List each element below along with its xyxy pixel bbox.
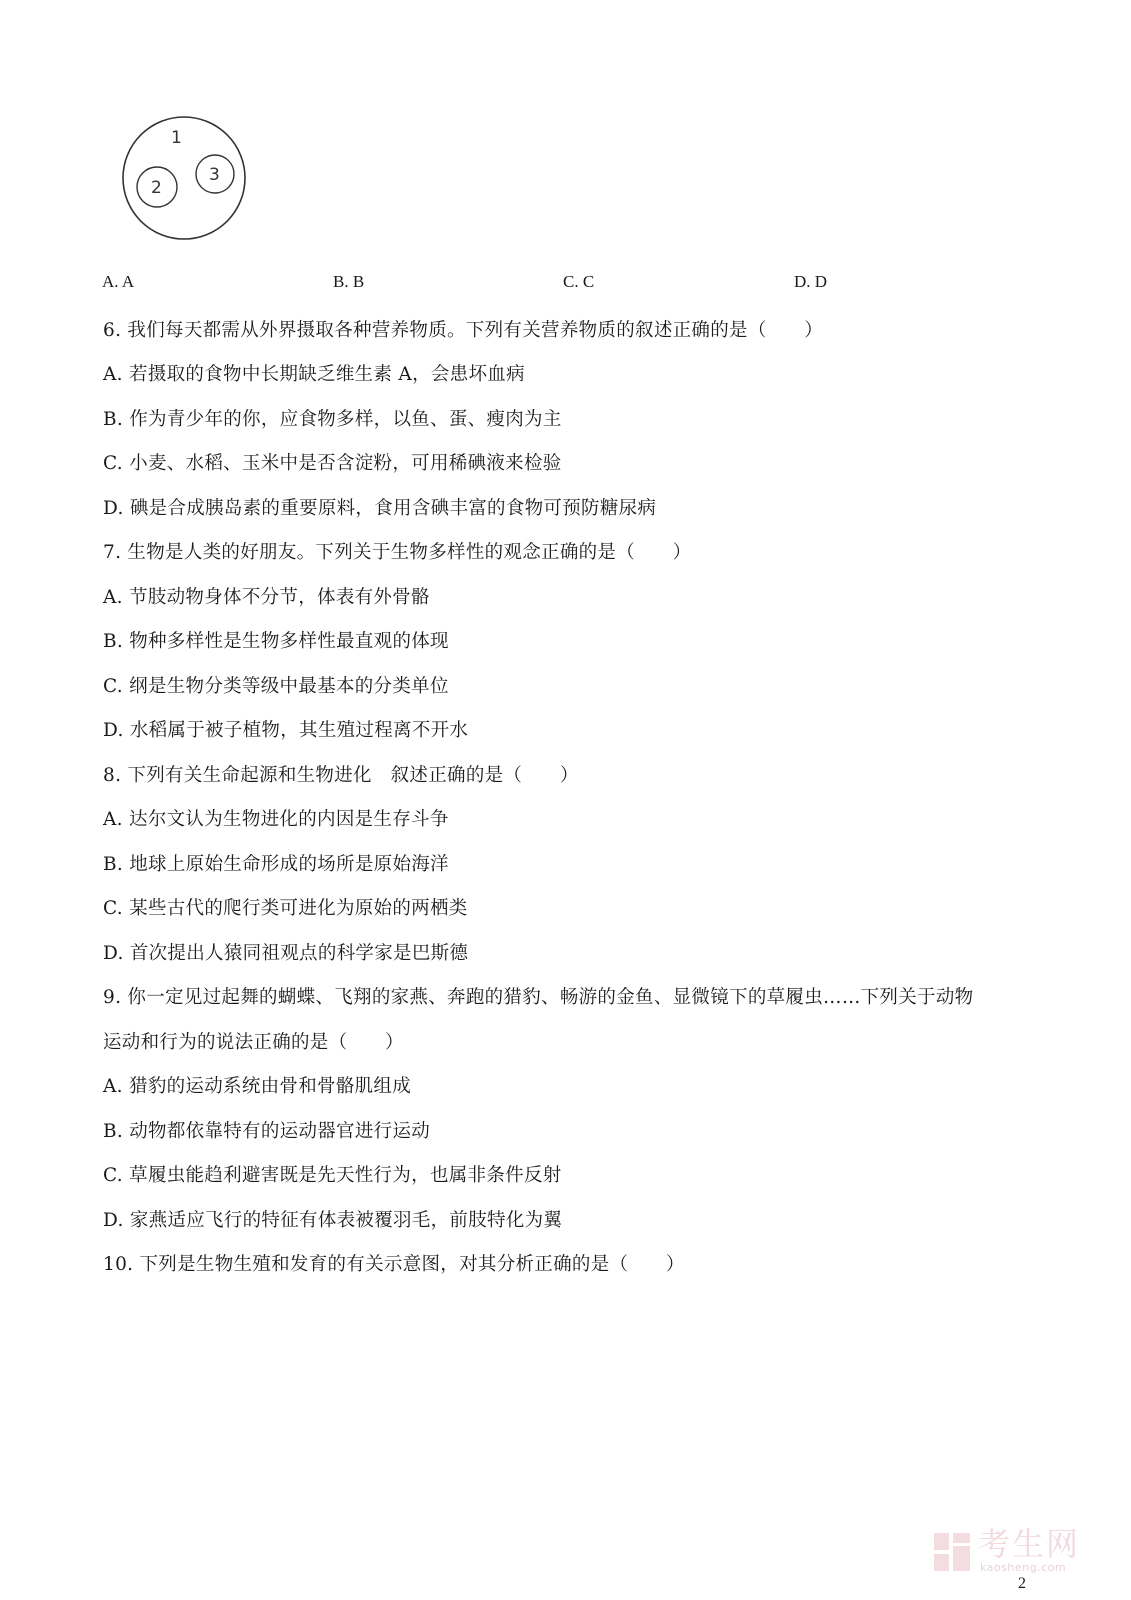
question-7-stem: 7. 生物是人类的好朋友。下列关于生物多样性的观念正确的是（ ） [103,542,692,563]
label-3: 3 [209,165,220,185]
watermark-text: 考生网 [978,1525,1081,1563]
question-7-option-d: D. 水稻属于被子植物，其生殖过程离不开水 [103,720,469,741]
question-6-option-b: B. 作为青少年的你，应食物多样，以鱼、蛋、瘦肉为主 [103,409,562,430]
question-6-stem: 6. 我们每天都需从外界摄取各种营养物质。下列有关营养物质的叙述正确的是（ ） [103,320,824,341]
question-6-option-c: C. 小麦、水稻、玉米中是否含淀粉，可用稀碘液来检验 [103,453,562,474]
question-6-option-a: A. 若摄取的食物中长期缺乏维生素 A，会患坏血病 [103,364,525,385]
question-5-options [0,272,1131,298]
circle-diagram [118,112,250,244]
question-7-option-b: B. 物种多样性是生物多样性最直观的体现 [103,631,449,652]
question-6-option-d: D. 碘是合成胰岛素的重要原料，食用含碘丰富的食物可预防糖尿病 [103,498,657,519]
question-10-stem: 10. 下列是生物生殖和发育的有关示意图，对其分析正确的是（ ） [103,1254,685,1275]
question-9-option-d: D. 家燕适应飞行的特征有体表被覆羽毛，前肢特化为翼 [103,1210,563,1231]
option-b: B. B [333,272,365,291]
question-7-option-c: C. 纲是生物分类等级中最基本的分类单位 [103,676,449,697]
question-9-stem-line-2: 运动和行为的说法正确的是（ ） [103,1032,404,1053]
question-8-option-d: D. 首次提出人猿同祖观点的科学家是巴斯德 [103,943,469,964]
question-9-option-b: B. 动物都依靠特有的运动器官进行运动 [103,1121,431,1142]
outer-circle [123,117,245,239]
question-9-option-c: C. 草履虫能趋利避害既是先天性行为，也属非条件反射 [103,1165,562,1186]
watermark [932,1527,1107,1577]
watermark-logo-icon [932,1531,972,1573]
option-d: D. D [794,272,828,291]
page-number: 2 [1018,1575,1026,1592]
question-8-option-b: B. 地球上原始生命形成的场所是原始海洋 [103,854,449,875]
question-7-option-a: A. 节肢动物身体不分节，体表有外骨骼 [103,587,430,608]
label-2: 2 [151,178,162,198]
option-c: C. C [563,272,595,291]
question-9-stem-line-1: 9. 你一定见过起舞的蝴蝶、飞翔的家燕、奔跑的猎豹、畅游的金鱼、显微镜下的草履虫……下列关于动物 [103,987,974,1008]
question-8-option-c: C. 某些古代的爬行类可进化为原始的两栖类 [103,898,468,919]
watermark-url: kaosheng.com [980,1561,1067,1574]
question-9-option-a: A. 猎豹的运动系统由骨和骨骼肌组成 [103,1076,412,1097]
option-a: A. A [102,272,135,291]
question-8-stem: 8. 下列有关生命起源和生物进化 叙述正确的是（ ） [103,765,579,786]
label-1: 1 [171,128,182,148]
question-8-option-a: A. 达尔文认为生物进化的内因是生存斗争 [103,809,449,830]
